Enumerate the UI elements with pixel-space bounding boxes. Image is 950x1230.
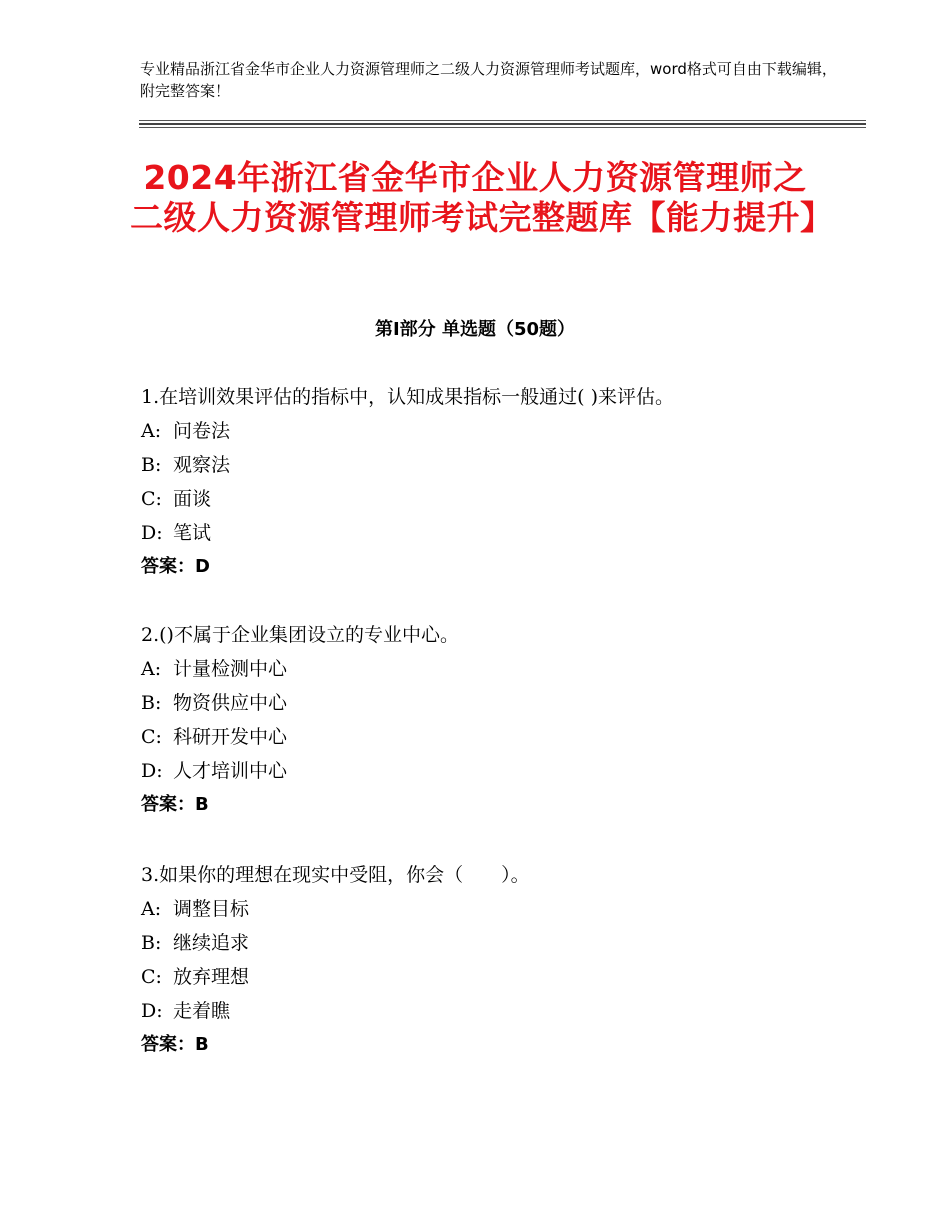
- option-text: 物资供应中心: [173, 692, 288, 714]
- header-divider-bottom: [139, 127, 866, 128]
- option-letter: C:: [141, 966, 162, 988]
- option-text: 继续追求: [173, 932, 250, 954]
- option-letter: B:: [141, 692, 162, 714]
- option-a: [141, 652, 861, 686]
- option-a: [141, 892, 861, 926]
- option-d: [141, 994, 861, 1028]
- option-letter: D:: [141, 760, 163, 782]
- option-letter: A:: [141, 898, 162, 920]
- header-divider-thick: [139, 123, 866, 125]
- answer-line: 答案：D: [141, 556, 210, 577]
- option-c: [141, 720, 861, 754]
- option-text: 笔试: [173, 522, 212, 544]
- option-text: 科研开发中心: [173, 726, 288, 748]
- option-letter: C:: [141, 488, 162, 510]
- option-text: 放弃理想: [173, 966, 250, 988]
- document-title: 2024年浙江省金华市企业人力资源管理师之二级人力资源管理师考试完整题库【能力提升】: [130, 158, 834, 237]
- section-heading: 第Ⅰ部分 单选题（50题）: [374, 319, 575, 340]
- header-note: 专业精品浙江省金华市企业人力资源管理师之二级人力资源管理师考试题库，word格式可自由下载编辑，附完整答案！: [140, 60, 837, 100]
- option-text: 走着瞧: [173, 1000, 231, 1022]
- option-b: [141, 448, 861, 482]
- answer-line: 答案：B: [141, 1034, 209, 1055]
- option-letter: D:: [141, 1000, 163, 1022]
- option-c: [141, 482, 861, 516]
- option-letter: B:: [141, 932, 162, 954]
- question-stem: 3.如果你的理想在现实中受阻，你会（ ）。: [141, 864, 530, 886]
- option-a: [141, 414, 861, 448]
- option-letter: C:: [141, 726, 162, 748]
- option-letter: A:: [141, 658, 162, 680]
- question-2: [141, 618, 861, 822]
- option-letter: A:: [141, 420, 162, 442]
- answer-line: 答案：B: [141, 794, 209, 815]
- option-d: [141, 516, 861, 550]
- header-divider: [139, 120, 866, 121]
- question-1: [141, 380, 861, 584]
- question-stem: 1.在培训效果评估的指标中，认知成果指标一般通过( )来评估。: [141, 386, 674, 408]
- option-text: 面谈: [173, 488, 212, 510]
- option-b: [141, 686, 861, 720]
- option-d: [141, 754, 861, 788]
- option-letter: B:: [141, 454, 162, 476]
- option-c: [141, 960, 861, 994]
- option-b: [141, 926, 861, 960]
- question-stem: 2.()不属于企业集团设立的专业中心。: [141, 624, 459, 646]
- option-text: 计量检测中心: [173, 658, 288, 680]
- option-text: 人才培训中心: [173, 760, 288, 782]
- option-text: 观察法: [173, 454, 231, 476]
- option-letter: D:: [141, 522, 163, 544]
- question-3: [141, 858, 861, 1062]
- option-text: 问卷法: [173, 420, 231, 442]
- option-text: 调整目标: [173, 898, 250, 920]
